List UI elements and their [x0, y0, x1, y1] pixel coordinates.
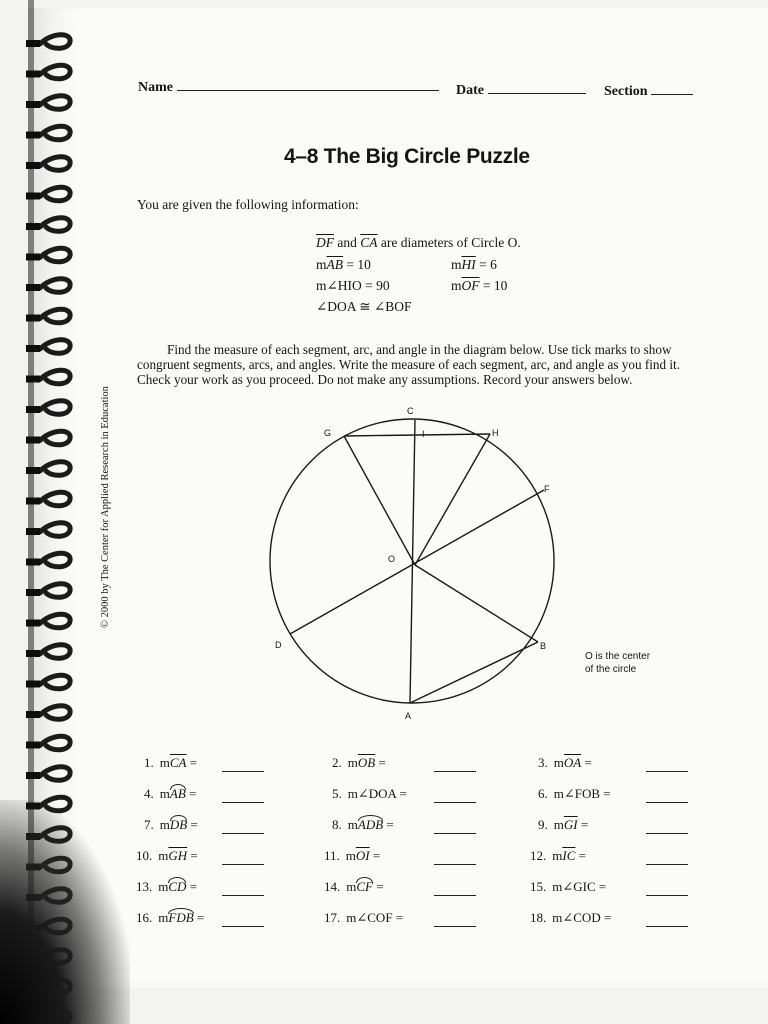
question-prefix: m [553, 755, 564, 770]
question-number: 17. [324, 910, 341, 925]
answer-blank[interactable] [222, 817, 264, 834]
given-angle-hio: m∠HIO = 90 [316, 278, 390, 293]
label-o: O [388, 554, 396, 564]
question-11 [324, 848, 476, 865]
question-prefix: m [158, 879, 169, 894]
question-13 [136, 879, 264, 896]
question-number: 18. [530, 910, 547, 925]
instructions-paragraph: Find the measure of each segment, arc, and angle in the diagram below. Use tick marks to show congruent segments, arcs, and angles. Write the measure of each segment, arc, and angle as you find it. Check your work as you proceed. Do not make any assumptions. Record your answers below. [137, 342, 681, 387]
question-equals: = [373, 879, 384, 894]
question-equals: = [600, 910, 612, 925]
question-number: 6. [538, 786, 548, 801]
given-m: m [451, 278, 462, 293]
question-prefix: m [553, 817, 564, 832]
question-equals: = [369, 848, 381, 863]
question-4 [144, 786, 264, 803]
question-15 [530, 879, 688, 896]
question-equals: = [396, 786, 407, 801]
given-m: m [451, 257, 462, 272]
question-prefix: m∠GIC [552, 879, 596, 894]
section-label: Section [604, 84, 648, 99]
name-blank[interactable] [177, 90, 439, 91]
given-and: and [337, 235, 357, 250]
answer-blank[interactable] [222, 848, 264, 865]
segment-symbol: $\overline{OI}$ [355, 848, 370, 863]
given-ab-value: = 10 [346, 257, 371, 272]
label-a: A [405, 711, 412, 721]
segment-symbol: $\overline{GH}$ [168, 848, 188, 863]
question-equals: = [392, 910, 404, 925]
label-f: F [544, 484, 550, 494]
given-arc-ab [316, 257, 371, 273]
segment-ob [415, 565, 538, 642]
given-of [451, 278, 507, 294]
question-equals: = [185, 786, 197, 801]
question-prefix: m [158, 910, 169, 925]
chord-gh [344, 434, 490, 436]
question-1 [144, 755, 264, 772]
question-14 [324, 879, 476, 896]
question-12 [530, 848, 688, 865]
answer-blank[interactable] [646, 817, 688, 834]
question-number: 11. [324, 848, 340, 863]
answer-blank[interactable] [434, 817, 476, 834]
question-number: 9. [538, 817, 548, 832]
given-hi [451, 257, 497, 273]
segment-symbol: $\overline{GI}$ [563, 817, 578, 832]
segment-symbol: $\overline{CA}$ [169, 755, 187, 770]
question-prefix: m [347, 817, 358, 832]
question-equals: = [600, 786, 611, 801]
segment-ho [415, 434, 490, 565]
answer-blank[interactable] [434, 848, 476, 865]
question-17 [324, 910, 476, 927]
question-prefix: m [158, 848, 169, 863]
question-number: 3. [538, 755, 548, 770]
date-blank[interactable] [488, 93, 586, 94]
question-equals: = [581, 755, 592, 770]
center-note-line2: of the circle [585, 664, 637, 675]
question-8 [332, 817, 476, 834]
question-equals: = [383, 817, 394, 832]
question-18 [530, 910, 688, 927]
label-g: G [324, 428, 332, 438]
answer-blank[interactable] [646, 755, 688, 772]
center-note [585, 650, 650, 676]
question-equals: = [187, 848, 198, 863]
segment-symbol: $\overline{IC}$ [562, 848, 576, 863]
circle-diagram [260, 400, 570, 730]
question-prefix: m [159, 817, 170, 832]
answer-blank[interactable] [434, 786, 476, 803]
question-prefix: m∠COD [552, 910, 601, 925]
question-number: 7. [144, 817, 154, 832]
segment-df: $\overline{DF}$ [316, 235, 334, 250]
given-m: m [316, 257, 327, 272]
question-7 [144, 817, 264, 834]
question-10 [136, 848, 264, 865]
question-prefix: m [346, 879, 357, 894]
question-prefix: m [159, 755, 170, 770]
question-number: 8. [332, 817, 342, 832]
page-title: 4–8 The Big Circle Puzzle [284, 145, 530, 168]
question-prefix: m [345, 848, 356, 863]
copyright-notice: © 2000 by The Center for Applied Research in Education [100, 386, 111, 628]
answer-blank[interactable] [434, 755, 476, 772]
question-prefix: m∠COF [346, 910, 393, 925]
segment-symbol: $\overline{OA}$ [563, 755, 582, 770]
question-number: 4. [144, 786, 154, 801]
question-number: 1. [144, 755, 154, 770]
question-number: 2. [332, 755, 342, 770]
answer-blank[interactable] [646, 879, 688, 896]
question-9 [538, 817, 688, 834]
question-5 [332, 786, 476, 803]
arc-symbol: CF [356, 879, 373, 894]
name-field [138, 80, 439, 96]
question-equals: = [375, 755, 386, 770]
question-equals: = [186, 879, 198, 894]
question-equals: = [595, 879, 607, 894]
segment-hi: $\overline{HI}$ [461, 257, 476, 272]
question-prefix: m∠DOA [347, 786, 397, 801]
answer-blank[interactable] [646, 910, 688, 927]
label-b: B [540, 641, 547, 651]
name-label: Name [138, 80, 173, 95]
question-16 [136, 910, 264, 927]
question-prefix: m∠FOB [553, 786, 601, 801]
binding-shadow [0, 800, 130, 1024]
answer-blank[interactable] [222, 879, 264, 896]
question-prefix: m [552, 848, 563, 863]
question-number: 14. [324, 879, 341, 894]
segment-of: $\overline{OF}$ [461, 278, 480, 293]
segment-go [344, 436, 415, 565]
given-hi-value: = 6 [479, 257, 497, 272]
question-6 [538, 786, 688, 803]
answer-blank[interactable] [222, 786, 264, 803]
arc-symbol: DB [169, 817, 188, 832]
intro-text: You are given the following information: [137, 197, 359, 212]
question-equals: = [186, 755, 198, 770]
given-diameters [316, 235, 521, 251]
question-number: 12. [530, 848, 547, 863]
question-prefix: m [159, 786, 170, 801]
answer-blank[interactable] [646, 786, 688, 803]
question-number: 10. [136, 848, 153, 863]
question-equals: = [577, 817, 589, 832]
question-equals: = [575, 848, 586, 863]
answer-blank[interactable] [434, 879, 476, 896]
segment-symbol: $\overline{OB}$ [357, 755, 376, 770]
question-equals: = [193, 910, 205, 925]
label-d: D [275, 640, 282, 650]
question-number: 13. [136, 879, 153, 894]
center-note-line1: O is the center [585, 651, 651, 662]
given-of-value: = 10 [482, 278, 508, 293]
label-h: H [492, 428, 499, 438]
segment-ca: $\overline{CA}$ [360, 235, 378, 250]
chord-ab [410, 642, 538, 703]
answer-blank[interactable] [434, 910, 476, 927]
arc-symbol: ADB [357, 817, 384, 832]
given-diameters-text: are diameters of Circle O. [380, 235, 521, 250]
question-number: 16. [136, 910, 153, 925]
question-number: 5. [332, 786, 342, 801]
question-3 [538, 755, 688, 772]
arc-symbol: CD [168, 879, 187, 894]
question-number: 15. [530, 879, 547, 894]
question-equals: = [187, 817, 198, 832]
label-c: C [407, 406, 414, 416]
date-field [456, 83, 586, 99]
section-field [604, 84, 693, 100]
arc-symbol: AB [169, 786, 186, 801]
arc-symbol: FDB [168, 910, 194, 925]
question-2 [332, 755, 476, 772]
answer-blank[interactable] [222, 910, 264, 927]
arc-ab: $\overline{AB}$ [326, 257, 344, 272]
answer-blank[interactable] [222, 755, 264, 772]
section-blank[interactable] [651, 94, 693, 95]
answer-blank[interactable] [646, 848, 688, 865]
given-congruent-angles: ∠DOA ≅ ∠BOF [316, 299, 412, 314]
date-label: Date [456, 83, 484, 98]
question-prefix: m [347, 755, 358, 770]
label-i: I [422, 429, 425, 439]
